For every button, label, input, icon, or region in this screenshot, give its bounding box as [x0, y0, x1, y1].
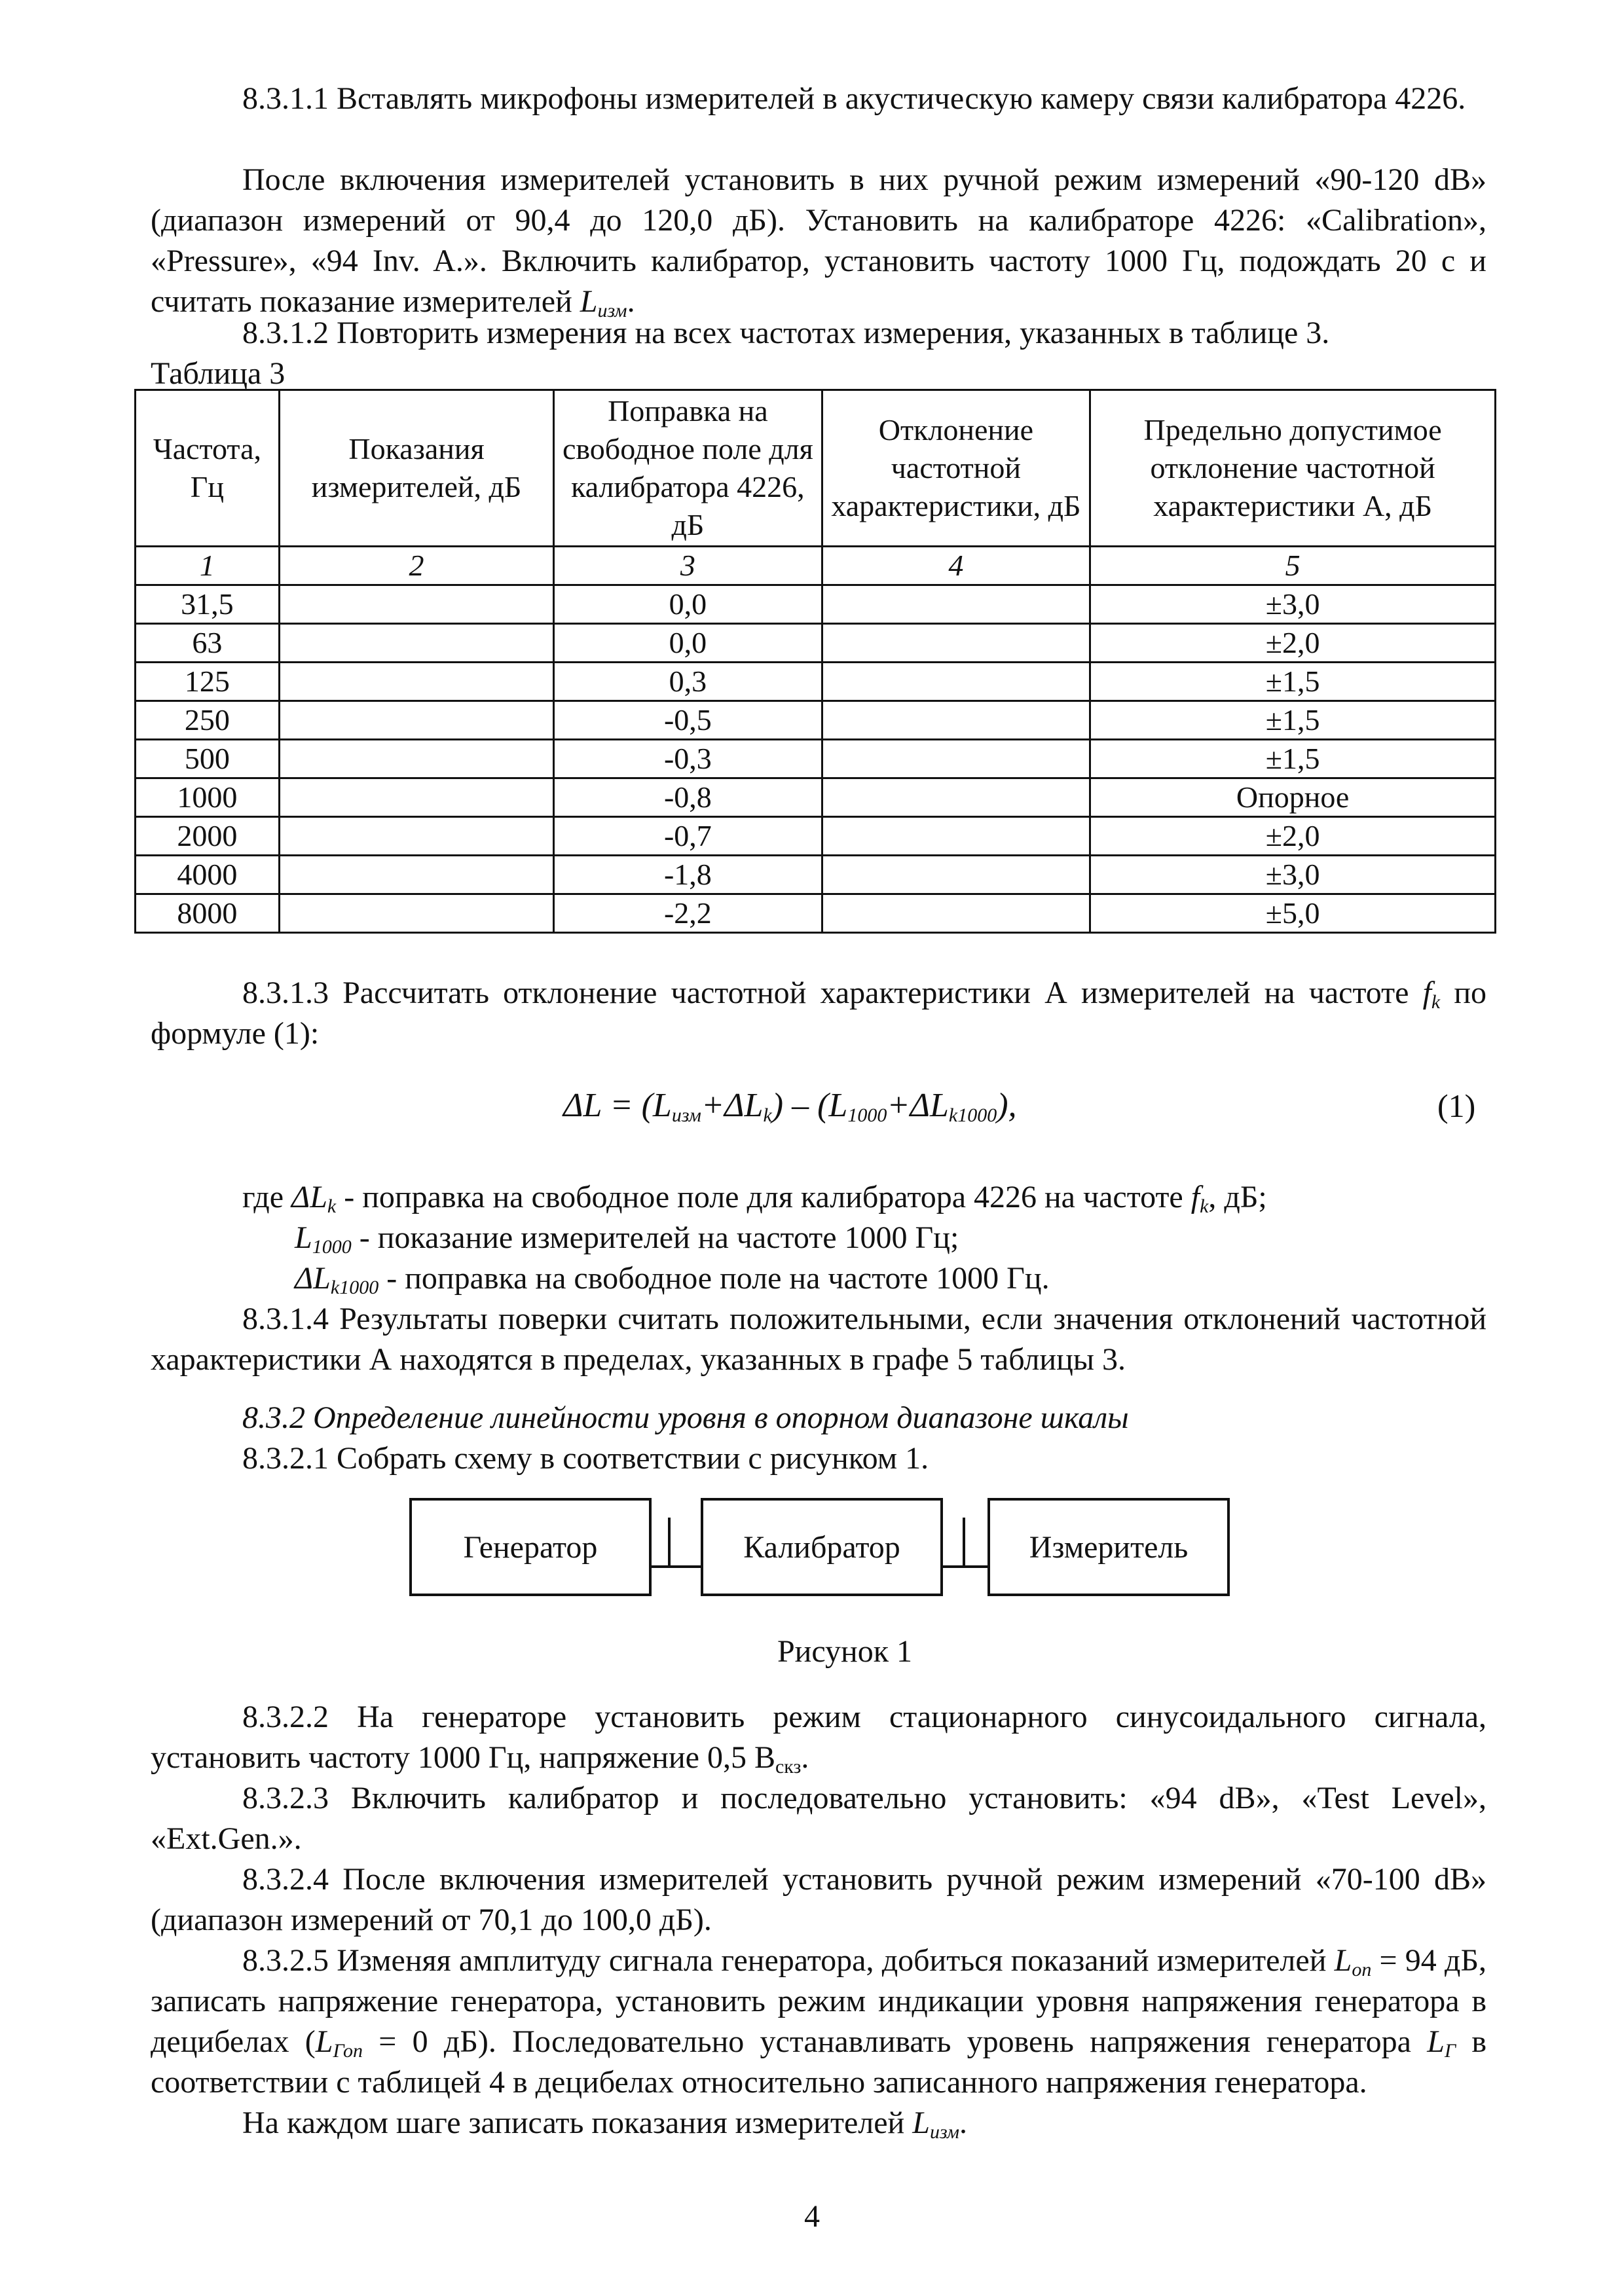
table-header-row: [136, 390, 1496, 547]
table-cell: 0,3: [554, 663, 822, 701]
table-cell: ±1,5: [1090, 740, 1496, 778]
table-cell: 500: [136, 740, 280, 778]
table-cell: ±2,0: [1090, 817, 1496, 856]
table-cell: 0,0: [554, 624, 822, 663]
table-row: [136, 701, 1496, 740]
table-cell: Опорное: [1090, 778, 1496, 817]
formula-1: $\Delta L = (L_{изм}+\Delta L_k) - (L_{1000}+\Delta L_{k1000})$,: [563, 1087, 1017, 1126]
table-cell: -0,8: [554, 778, 822, 817]
paragraph-8-3-2-1: 8.3.2.1 Собрать схему в соответствии с рисунком 1.: [242, 1441, 929, 1476]
table-cell: [822, 701, 1090, 740]
paragraph-text: После включения измерителей установить в них ручной режим измерений «90-120 dB» (диапазон измерений от 90,4 до 120,0 дБ). Установить на калибраторе 4226: «Calibration», «Pressure», «94 Inv. A.». Включить калибратор, установить частоту 1000 Гц, подождать 20 с и считать показание измерителей: [151, 162, 1486, 319]
table-cell: [279, 856, 553, 894]
table-cell: -0,3: [554, 740, 822, 778]
paragraph-8-3-2-5: 8.3.2.5 Изменяя амплитуду сигнала генератора, добиться показаний измерителей $L_{оп} = 94$ дБ, записать напряжение генератора, установить режим индикации уровня напряжения генератора в децибелах ($L_{Гоп} = 0$ дБ). Последовательно устанавливать уровень напряжения генератора $L_Г$ в соответствии с таблицей 4 в децибелах относительно записанного напряжения генератора.: [151, 1943, 1487, 2100]
meter-box: Измеритель: [987, 1498, 1230, 1596]
table-cell: [822, 817, 1090, 856]
table-cell: [822, 778, 1090, 817]
table-cell: 1000: [136, 778, 280, 817]
col-number: 2: [279, 547, 553, 585]
figure-caption: Рисунок 1: [777, 1634, 913, 1669]
definition-delta-lk: где $\Delta L_k$ - поправка на свободное поле для калибратора 4226 на частоте $f_k$, дБ;: [242, 1180, 1267, 1217]
col-number: 5: [1090, 547, 1496, 585]
table-cell: 250: [136, 701, 280, 740]
calibrator-box: Калибратор: [701, 1498, 943, 1596]
table-cell: [822, 740, 1090, 778]
connection-line: [668, 1518, 671, 1568]
connection-line: [943, 1565, 987, 1568]
table-cell: [279, 778, 553, 817]
table-cell: 125: [136, 663, 280, 701]
table-cell: ±1,5: [1090, 701, 1496, 740]
table-cell: 8000: [136, 894, 280, 933]
page-number: 4: [804, 2199, 820, 2234]
table-row: [136, 624, 1496, 663]
generator-box: Генератор: [409, 1498, 652, 1596]
table-row: [136, 663, 1496, 701]
table-cell: [822, 663, 1090, 701]
table-cell: [822, 894, 1090, 933]
table-cell: -0,5: [554, 701, 822, 740]
col-number: 1: [136, 547, 280, 585]
col-number: 3: [554, 547, 822, 585]
table-cell: 31,5: [136, 585, 280, 624]
table-cell: 2000: [136, 817, 280, 856]
table-cell: 0,0: [554, 585, 822, 624]
table-cell: [822, 624, 1090, 663]
symbol-l-izm: $L_{изм}$: [580, 284, 627, 321]
paragraph-final: На каждом шаге записать показания измерителей $L_{изм}$.: [242, 2105, 968, 2143]
paragraph-8-3-1-1: 8.3.1.1 Вставлять микрофоны измерителей в акустическую камеру связи калибратора 4226.: [242, 81, 1466, 116]
connection-line: [963, 1518, 965, 1568]
table-cell: [279, 817, 553, 856]
table-cell: [279, 585, 553, 624]
paragraph-8-3-1-3: 8.3.1.3 Рассчитать отклонение частотной характеристики А измерителей на частоте $f_k$ по формуле (1):: [151, 975, 1487, 1051]
table-cell: [822, 856, 1090, 894]
paragraph-8-3-2-4: 8.3.2.4 После включения измерителей установить ручной режим измерений «70-100 dB» (диапазон измерений от 70,1 до 100,0 дБ).: [151, 1862, 1486, 1937]
table-row: [136, 585, 1496, 624]
table-cell: [822, 585, 1090, 624]
table-cell: ±2,0: [1090, 624, 1496, 663]
table-cell: -1,8: [554, 856, 822, 894]
definition-delta-lk1000: $\Delta L_{k1000}$ - поправка на свободное поле на частоте 1000 Гц.: [295, 1261, 1050, 1298]
header-readings: Показания измерителей, дБ: [279, 390, 553, 547]
table-cell: 4000: [136, 856, 280, 894]
paragraph-8-3-1-1-continued: После включения измерителей установить в них ручной режим измерений «90-120 dB» (диапазон измерений от 90,4 до 120,0 дБ). Установить на калибраторе 4226: «Calibration», «Pressure», «94 Inv. A.». Включить калибратор, установить частоту 1000 Гц, подождать 20 с и считать показание измерителей $L_{изм}$.: [151, 162, 1486, 321]
table-row: [136, 894, 1496, 933]
table-row: [136, 856, 1496, 894]
symbol-fk: $f_k$: [1422, 975, 1441, 1013]
table-3: [134, 389, 1496, 934]
table-row: [136, 817, 1496, 856]
table-cell: [279, 740, 553, 778]
paragraph-8-3-2-2: 8.3.2.2 На генераторе установить режим стационарного синусоидального сигнала, установить частоту 1000 Гц, напряжение 0,5 $В_{скз}$.: [151, 1700, 1486, 1777]
table-cell: ±3,0: [1090, 585, 1496, 624]
table-row: [136, 778, 1496, 817]
header-correction: Поправка на свободное поле для калибратора 4226, дБ: [554, 390, 822, 547]
col-number: 4: [822, 547, 1090, 585]
header-frequency: Частота, Гц: [136, 390, 280, 547]
table-cell: ±3,0: [1090, 856, 1496, 894]
table-cell: [279, 701, 553, 740]
definition-l1000: $L_{1000}$ - показание измерителей на частоте 1000 Гц;: [295, 1220, 959, 1258]
table-cell: -0,7: [554, 817, 822, 856]
table-cell: [279, 894, 553, 933]
header-limit: Предельно допустимое отклонение частотной характеристики А, дБ: [1090, 390, 1496, 547]
paragraph-8-3-2-3: 8.3.2.3 Включить калибратор и последовательно установить: «94 dB», «Test Level», «Ext.Gen.».: [151, 1781, 1486, 1856]
table-cell: -2,2: [554, 894, 822, 933]
table-caption: Таблица 3: [151, 356, 286, 391]
formula-number: (1): [1437, 1087, 1476, 1124]
table-row: [136, 740, 1496, 778]
table-cell: ±1,5: [1090, 663, 1496, 701]
paragraph-8-3-1-4: 8.3.1.4 Результаты поверки считать положительными, если значения отклонений частотной характеристики А находятся в пределах, указанных в графе 5 таблицы 3.: [151, 1302, 1486, 1377]
connection-line: [652, 1565, 701, 1568]
subsection-heading-8-3-2: 8.3.2 Определение линейности уровня в опорном диапазоне шкалы: [242, 1400, 1129, 1435]
column-number-row: [136, 547, 1496, 585]
table-cell: ±5,0: [1090, 894, 1496, 933]
table-cell: 63: [136, 624, 280, 663]
table-cell: [279, 624, 553, 663]
paragraph-8-3-1-2: 8.3.1.2 Повторить измерения на всех частотах измерения, указанных в таблице 3.: [242, 316, 1330, 350]
table-cell: [279, 663, 553, 701]
header-deviation: Отклонение частотной характеристики, дБ: [822, 390, 1090, 547]
